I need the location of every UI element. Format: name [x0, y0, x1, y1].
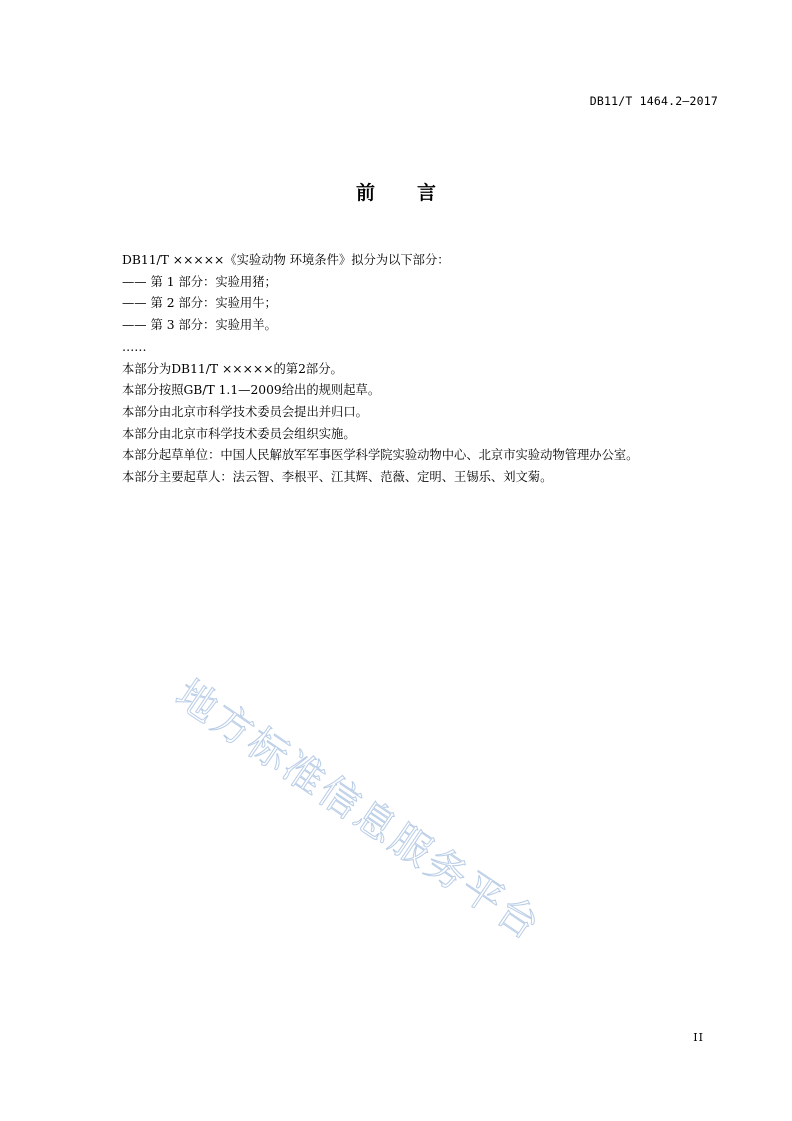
title-char-1: 前: [355, 182, 375, 204]
page-title: [0, 178, 792, 205]
foreword-line-part-3: —— 第 3 部分：实验用羊。: [122, 318, 277, 333]
standard-code-header: DB11/T 1464.2—2017: [589, 94, 718, 108]
watermark-text: 地方标准信息服务平台: [167, 671, 550, 951]
foreword-line-this-part: 本部分为DB11/T ×××××的第2部分。: [122, 361, 343, 376]
foreword-line-part-1: —— 第 1 部分：实验用猪；: [122, 274, 277, 289]
foreword-line-drafting-units: 本部分起草单位：中国人民解放军军事医学科学院实验动物中心、北京市实验动物管理办公室。: [122, 448, 639, 463]
page-number: II: [693, 1031, 704, 1044]
foreword-line-drafting-rules: 本部分按照GB/T 1.1—2009给出的规则起草。: [122, 383, 381, 398]
foreword-body: [122, 250, 722, 489]
foreword-line-part-2: —— 第 2 部分：实验用牛；: [122, 296, 277, 311]
foreword-line-implemented-by: 本部分由北京市科学技术委员会组织实施。: [122, 426, 356, 441]
foreword-line-intro: DB11/T ×××××《实验动物 环境条件》拟分为以下部分：: [122, 253, 450, 267]
foreword-line-drafters: 本部分主要起草人：法云智、李根平、江其辉、范薇、定明、王锡乐、刘文菊。: [122, 470, 553, 485]
foreword-line-ellipsis: ……: [122, 339, 147, 354]
title-char-2: 言: [417, 182, 437, 204]
foreword-line-proposed-by: 本部分由北京市科学技术委员会提出并归口。: [122, 404, 368, 419]
